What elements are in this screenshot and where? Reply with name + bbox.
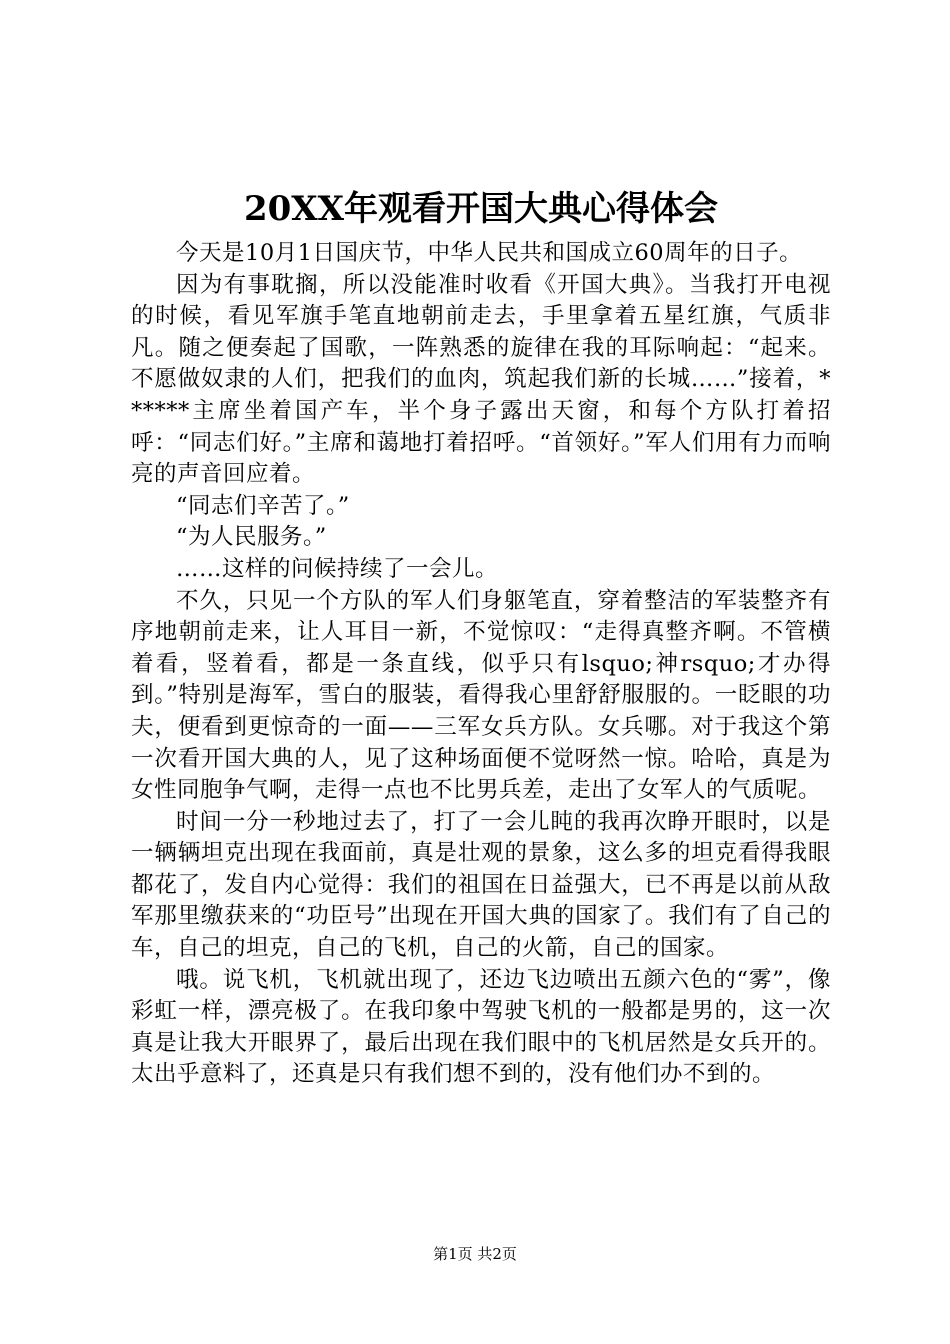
paragraph-8: 哦。说飞机，飞机就出现了，还边飞边喷出五颜六色的“雾”，像彩虹一样，漂亮极了。在我印象中驾驶飞机的一般都是男的，这一次真是让我大开眼界了，最后出现在我们眼中的飞机居然是女兵开的。太出乎意料了，还真是只有我们想不到的，没有他们办不到的。 bbox=[131, 966, 831, 1088]
paragraph-1: 今天是10月1日国庆节，中华人民共和国成立60周年的日子。 bbox=[176, 240, 803, 266]
paragraph-4: “为人民服务。” bbox=[176, 524, 327, 551]
document-title: 20XX年观看开国大典心得体会 bbox=[243, 189, 719, 229]
paragraph-5: ……这样的问候持续了一会儿。 bbox=[176, 555, 499, 582]
document-page bbox=[131, 184, 831, 1091]
paragraph-7: 时间一分一秒地过去了，打了一会儿盹的我再次睁开眼时，以是一辆辆坦克出现在我面前，真是壮观的景象，这么多的坦克看得我眼都花了，发自内心觉得：我们的祖国在日益强大，已不再是以前从敌军那里缴获来的“功臣号”出现在开国大典的国家了。我们有了自己的车，自己的坦克，自己的飞机，自己的火箭，自己的国家。 bbox=[131, 808, 831, 962]
paragraph-6: 不久，只见一个方队的军人们身躯笔直，穿着整洁的军装整齐有序地朝前走来，让人耳目一新，不觉惊叹：“走得真整齐啊。不管横着看，竖着看，都是一条直线，似乎只有lsquo;神rsquo;才办得到。”特别是海军，雪白的服装，看得我心里舒舒服服的。一眨眼的功夫，便看到更惊奇的一面——三军女兵方队。女兵哪。对于我这个第一次看开国大典的人，见了这种场面便不觉呀然一惊。哈哈，真是为女性同胞争气啊，走得一点也不比男兵差，走出了女军人的气质呢。 bbox=[131, 587, 831, 804]
page-number-footer: 第1页 共2页 bbox=[433, 1245, 517, 1263]
paragraph-3: “同志们辛苦了。” bbox=[176, 492, 350, 519]
paragraph-2: 因为有事耽搁，所以没能准时收看《开国大典》。当我打开电视的时候，看见军旗手笔直地朝前走去，手里拿着五星红旗，气质非凡。随之便奏起了国歌，一阵熟悉的旋律在我的耳际响起：“起来。不愿做奴隶的人们，把我们的血肉，筑起我们新的长城……”接着，******主席坐着国产车，半个身子露出天窗，和每个方队打着招呼：“同志们好。”主席和蔼地打着招呼。“首领好。”军人们用有力而响亮的声音回应着。 bbox=[131, 271, 831, 488]
